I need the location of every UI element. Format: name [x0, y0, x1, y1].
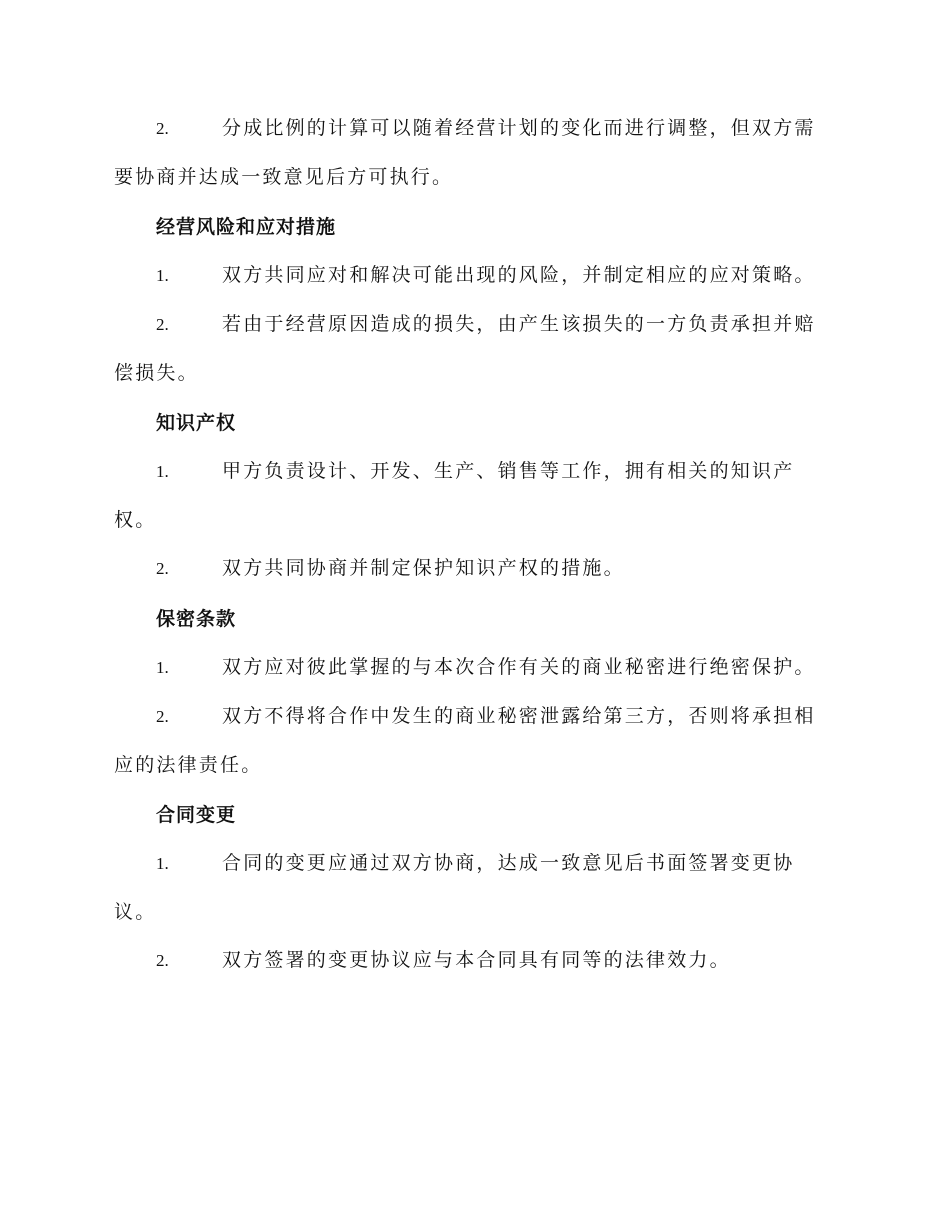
list-item: [114, 447, 834, 544]
list-item: [114, 839, 834, 936]
section-heading: 合同变更: [156, 804, 237, 826]
item-number: 2.: [156, 951, 169, 970]
list-item: [114, 104, 834, 201]
item-number: 2.: [156, 315, 169, 334]
item-text: 甲方负责设计、开发、生产、销售等工作，拥有相关的知识产权。: [114, 460, 795, 531]
item-text: 双方不得将合作中发生的商业秘密泄露给第三方，否则将承担相应的法律责任。: [114, 705, 816, 776]
item-text: 双方共同应对和解决可能出现的风险，并制定相应的应对策略。: [222, 264, 816, 286]
list-item: [114, 544, 834, 593]
section-heading: 知识产权: [156, 412, 237, 434]
item-number: 2.: [156, 119, 169, 138]
list-item: [114, 300, 834, 397]
list-item: [114, 251, 834, 300]
item-number: 1.: [156, 854, 169, 873]
item-text: 若由于经营原因造成的损失，由产生该损失的一方负责承担并赔偿损失。: [114, 313, 816, 384]
item-number: 1.: [156, 462, 169, 481]
list-item: [114, 936, 834, 985]
item-number: 2.: [156, 559, 169, 578]
document-body: [114, 104, 834, 985]
item-number: 2.: [156, 707, 169, 726]
item-text: 双方应对彼此掌握的与本次合作有关的商业秘密进行绝密保护。: [222, 656, 816, 678]
item-number: 1.: [156, 266, 169, 285]
item-number: 1.: [156, 658, 169, 677]
item-text: 双方签署的变更协议应与本合同具有同等的法律效力。: [222, 949, 731, 971]
section-heading: 保密条款: [156, 608, 237, 630]
item-text: 双方共同协商并制定保护知识产权的措施。: [222, 557, 625, 579]
item-text: 分成比例的计算可以随着经营计划的变化而进行调整，但双方需要协商并达成一致意见后方可执行。: [114, 117, 816, 188]
list-item: [114, 643, 834, 692]
item-text: 合同的变更应通过双方协商，达成一致意见后书面签署变更协议。: [114, 852, 795, 923]
section-heading: 经营风险和应对措施: [156, 216, 337, 238]
list-item: [114, 692, 834, 789]
